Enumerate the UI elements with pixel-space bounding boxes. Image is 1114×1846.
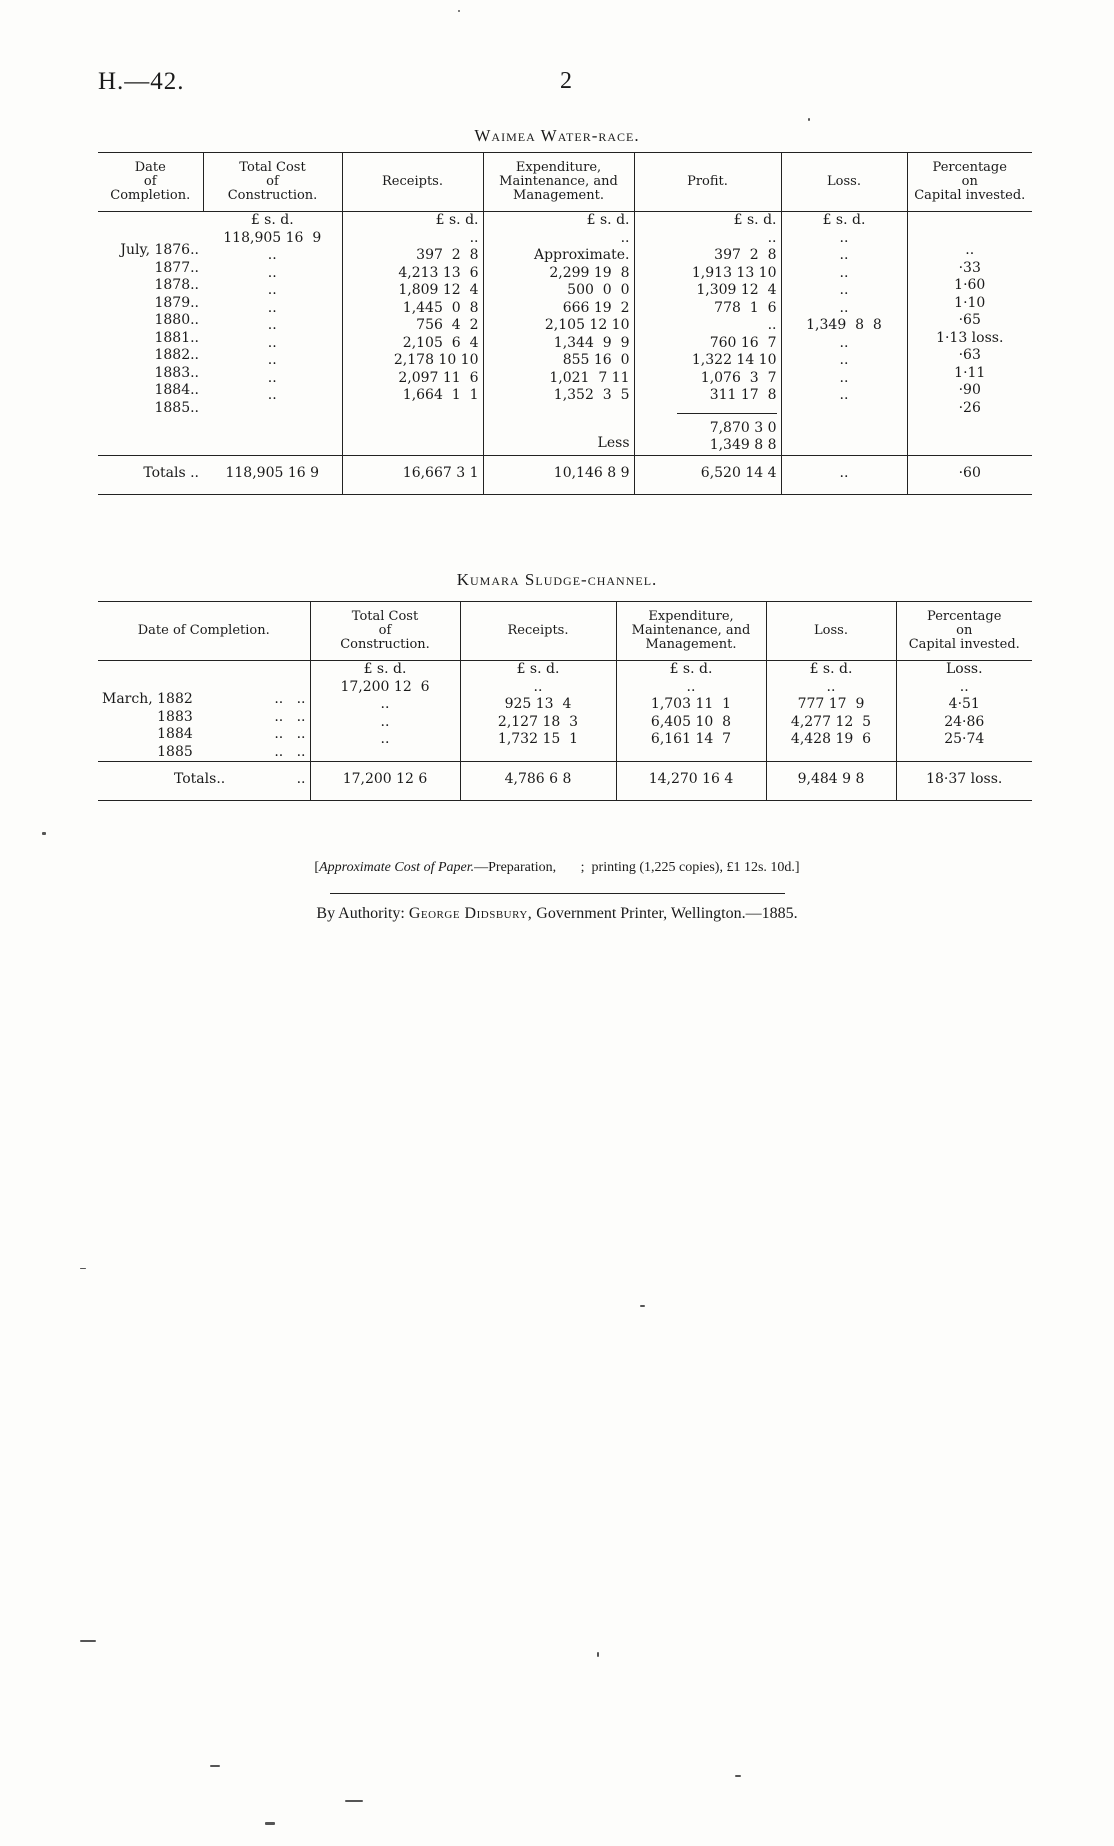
table-cell: .. (380, 696, 390, 712)
table-cell: .. (267, 317, 277, 333)
col-loss: Loss. (781, 153, 907, 212)
waimea-percentage (907, 212, 1032, 456)
table-cell: Approximate. (533, 247, 630, 263)
total-expenditure: 10,146 8 9 (483, 455, 634, 494)
table-cell: 1881.. (154, 329, 199, 346)
table-cell: .. (839, 264, 849, 281)
total-expenditure: 14,270 16 4 (616, 762, 766, 801)
table-cell: 2,105 12 10 (544, 317, 630, 333)
table-cell: ·65 (958, 312, 981, 328)
waimea-expenditure: £ s. d. .. Approximate. 2,299 19 8 500 0 0 666 19 2 2,105 12 10 1,344 9 9 855 16 0 1,021 7 11 1,352 3 5 Less (483, 212, 634, 456)
table-cell: 1877.. (154, 259, 199, 276)
total-percentage: ·60 (907, 455, 1032, 494)
col-expenditure: Expenditure, Maintenance, and Management. (483, 153, 634, 212)
table-cell: 1884.. (154, 382, 199, 398)
table-cell: 1,732 15 1 (497, 731, 579, 747)
table-cell: 1884 (157, 726, 193, 742)
waimea-cost: £ s. d. 118,905 16 9 .. .. .. .. .. .. .. .. .. (203, 212, 342, 456)
table-cell: .. (839, 387, 849, 403)
col-loss: Loss. (766, 602, 896, 661)
cost-of-paper-label: Approximate Cost of Paper. (319, 860, 475, 875)
waimea-table (98, 152, 1032, 495)
table-cell: .. (839, 334, 849, 351)
table-cell: 1,309 12 4 (696, 282, 777, 298)
table-cell: 1·11 (954, 364, 986, 381)
totals-dots: .. (296, 771, 306, 787)
table-cell: 24·86 (944, 713, 985, 730)
scan-speck (458, 10, 460, 12)
document-reference: H.—42. (98, 68, 185, 95)
table-cell: 2,127 18 3 (497, 713, 579, 730)
less-label: Less (597, 434, 630, 451)
total-receipts: 4,786 6 8 (460, 762, 616, 801)
waimea-totals-row (98, 455, 1032, 494)
kumara-loss: £ s. d. .. 777 17 9 4,277 12 5 4,428 19 6 (766, 661, 896, 762)
kumara-receipts: £ s. d. .. 925 13 4 2,127 18 3 1,732 15 1 (460, 661, 616, 762)
waimea-title: Waimea Water-race. (474, 126, 640, 145)
table-cell: 1878.. (154, 277, 199, 293)
table-cell: 1,349 8 8 (806, 317, 882, 333)
table-cell: 1,664 1 1 (402, 387, 479, 403)
table-cell: 1,352 3 5 (553, 387, 630, 403)
leader-dots: .. .. (274, 743, 306, 760)
total-cost: 17,200 12 6 (310, 762, 460, 801)
scan-speck (80, 1268, 86, 1269)
table-cell: .. (267, 334, 277, 351)
table-cell: 1,913 13 10 (691, 264, 777, 281)
footnote-rule (330, 893, 785, 894)
kumara-percentage: Loss. .. 4·51 24·86 25·74 (896, 661, 1032, 762)
table-cell: 6,161 14 7 (650, 731, 732, 747)
col-expenditure: Expenditure, Maintenance, and Management. (616, 602, 766, 661)
col-receipts: Receipts. (460, 602, 616, 661)
totals-label: Totals.. (174, 771, 226, 787)
table-cell: .. (839, 247, 849, 263)
table-cell: .. (267, 369, 277, 386)
col-profit: Profit. (634, 153, 781, 212)
table-cell: 2,105 6 4 (402, 334, 479, 351)
leader-dots: .. .. (274, 726, 306, 742)
table-cell: ·26 (958, 399, 981, 416)
table-cell: 4,277 12 5 (790, 713, 872, 730)
leader-dots: .. .. (274, 708, 306, 725)
table-cell: .. (267, 352, 277, 368)
profit-less: 1,349 8 8 (709, 437, 777, 453)
totals-label-cell (98, 762, 310, 801)
table-cell: 311 17 8 (709, 387, 777, 403)
col-total-cost: Total Cost of Construction. (203, 153, 342, 212)
table-cell: March, 1882 (102, 691, 193, 707)
totals-label: Totals .. (98, 455, 203, 494)
waimea-dates (98, 212, 203, 456)
table-cell: ·63 (958, 347, 981, 363)
table-cell: .. (267, 299, 277, 316)
table-cell: .. (965, 242, 975, 258)
table-cell: ·33 (958, 259, 981, 276)
table-cell: 397 2 8 (714, 247, 777, 263)
table-cell: 760 16 7 (709, 334, 777, 351)
table-cell: 1,703 11 1 (650, 696, 732, 712)
table-cell: 2,097 11 6 (398, 369, 479, 386)
table-cell: .. (380, 731, 390, 747)
table-cell: .. (767, 317, 777, 333)
total-loss: .. (781, 455, 907, 494)
table-cell: 855 16 0 (562, 352, 630, 368)
table-cell: ·90 (958, 382, 981, 398)
table-cell: 2,178 10 10 (393, 352, 479, 368)
table-cell: 1,809 12 4 (398, 282, 479, 298)
page-number: 2 (560, 68, 572, 94)
table-cell: .. (469, 229, 479, 246)
table-cell: 756 4 2 (416, 317, 479, 333)
table-cell: 25·74 (944, 731, 985, 747)
table-cell: 1,445 0 8 (402, 299, 479, 316)
scan-speck (42, 832, 46, 835)
table-cell: 397 2 8 (416, 247, 479, 263)
scan-speck (345, 1800, 363, 1802)
table-cell: 4,213 13 6 (398, 264, 479, 281)
table-cell: 1,344 9 9 (553, 334, 630, 351)
kumara-totals-row (98, 762, 1032, 801)
kumara-table (98, 601, 1032, 801)
col-total-cost: Total Cost of Construction. (310, 602, 460, 661)
printer-authority: By Authority: George Didsbury, Government Printer, Wellington.—1885. (316, 905, 798, 922)
total-profit: 6,520 14 4 (634, 455, 781, 494)
leader-dots: .. .. (274, 691, 306, 707)
table-cell: .. (380, 713, 390, 730)
total-cost: 118,905 16 9 (203, 455, 342, 494)
table-cell: .. (267, 247, 277, 263)
table-cell: 1880.. (154, 312, 199, 328)
table-cell: 925 13 4 (504, 696, 572, 712)
table-cell: 1885 (157, 743, 193, 760)
kumara-dates (98, 661, 310, 762)
table-cell: .. (839, 369, 849, 386)
table-cell: .. (686, 678, 696, 695)
waimea-profit: £ s. d. .. 397 2 8 1,913 13 10 1,309 12 4 778 1 6 .. 760 16 7 1,322 14 10 1,076 3 7 311 17 8 7,870 3 0 1,349 8 8 (634, 212, 781, 456)
table-cell: 1·60 (954, 277, 986, 293)
table-cell: .. (839, 282, 849, 298)
table-cell: 4·51 (948, 696, 980, 712)
table-cell: 1883.. (154, 364, 199, 381)
table-cell: .. (839, 299, 849, 316)
table-cell: 777 17 9 (797, 696, 865, 712)
table-cell: 500 0 0 (567, 282, 630, 298)
waimea-loss: £ s. d. .. .. .. .. .. 1,349 8 8 .. .. .. .. (781, 212, 907, 456)
table-cell: .. (267, 264, 277, 281)
table-cell: .. (267, 282, 277, 298)
table-cell: .. (839, 229, 849, 246)
col-receipts: Receipts. (342, 153, 483, 212)
scan-speck (210, 1765, 220, 1767)
kumara-expenditure: £ s. d. .. 1,703 11 1 6,405 10 8 6,161 14 7 (616, 661, 766, 762)
table-cell: .. (959, 678, 969, 695)
waimea-receipts: £ s. d. .. 397 2 8 4,213 13 6 1,809 12 4 1,445 0 8 756 4 2 2,105 6 4 2,178 10 10 2,097 11 6 1,664 1 1 (342, 212, 483, 456)
table-cell: 1,021 7 11 (549, 369, 630, 386)
scan-speck (640, 1305, 645, 1307)
scan-speck (265, 1822, 275, 1825)
kumara-cost: £ s. d. 17,200 12 6 .. .. .. (310, 661, 460, 762)
col-date-of-completion: Date of Completion. (98, 153, 203, 212)
total-loss: 9,484 9 8 (766, 762, 896, 801)
total-percentage: 18·37 loss. (896, 762, 1032, 801)
table-cell: .. (839, 352, 849, 368)
total-receipts: 16,667 3 1 (342, 455, 483, 494)
table-cell: 17,200 12 6 (340, 678, 430, 695)
table-cell: 1,322 14 10 (691, 352, 777, 368)
table-cell: 2,299 19 8 (549, 264, 630, 281)
table-cell: 1885.. (154, 399, 199, 416)
table-cell: .. (533, 678, 543, 695)
scan-speck (808, 118, 810, 121)
col-percentage: Percentage on Capital invested. (896, 602, 1032, 661)
table-cell: 1·13 loss. (936, 329, 1004, 346)
scan-speck (597, 1652, 599, 1657)
table-cell: 1882.. (154, 347, 199, 363)
table-cell: 6,405 10 8 (650, 713, 732, 730)
table-cell: .. (620, 229, 630, 246)
scan-speck (80, 1640, 96, 1642)
printer-name: George Didsbury, (408, 905, 533, 922)
table-cell: July, 1876.. (120, 242, 199, 258)
table-cell: .. (767, 229, 777, 246)
kumara-title: Kumara Sludge-channel. (456, 570, 658, 589)
table-cell: 1883 (157, 708, 193, 725)
table-cell: 1·10 (954, 294, 986, 311)
table-cell: 1879.. (154, 294, 199, 311)
col-percentage: Percentage on Capital invested. (907, 153, 1032, 212)
table-cell: 666 19 2 (562, 299, 630, 316)
table-cell: .. (267, 387, 277, 403)
table-cell: 778 1 6 (714, 299, 777, 316)
profit-subtotal: 7,870 3 0 (709, 419, 777, 436)
cost-of-paper-note: [Approximate Cost of Paper.—Preparation, ; printing (1,225 copies), £1 12s. 10d.] (314, 860, 800, 875)
table-cell: .. (826, 678, 836, 695)
table-cell: 118,905 16 9 (223, 229, 322, 246)
table-cell: 1,076 3 7 (700, 369, 777, 386)
col-date-of-completion: Date of Completion. (98, 602, 310, 661)
table-cell: 4,428 19 6 (790, 731, 872, 747)
scan-speck (735, 1775, 741, 1777)
